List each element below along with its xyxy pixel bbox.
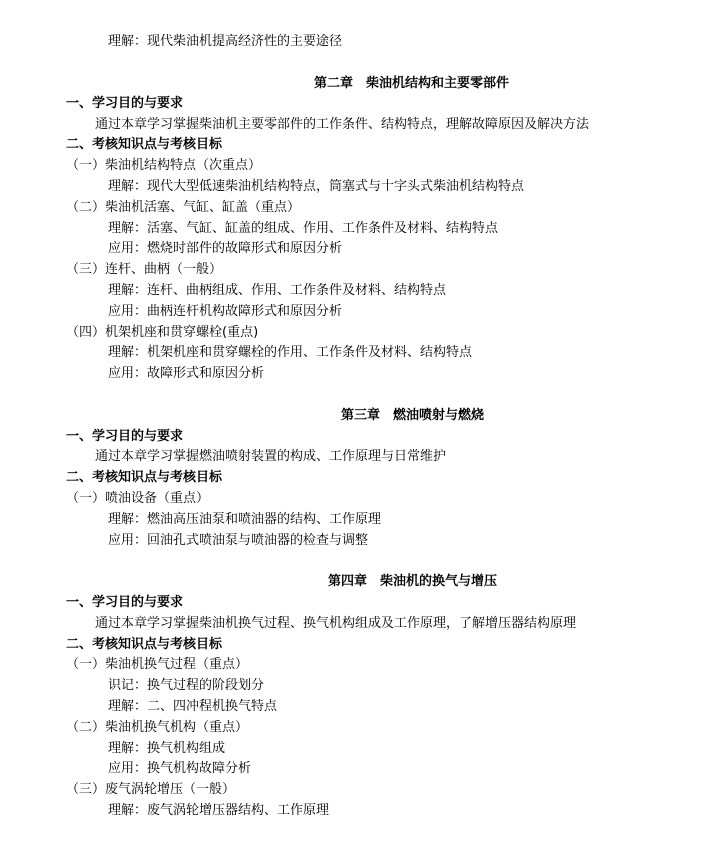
ch4-sub-2: （二）柴油机换气机构（重点） [66, 720, 249, 735]
ch4-heading-exam: 二、考核知识点与考核目标 [66, 637, 223, 652]
ch2-heading-exam: 二、考核知识点与考核目标 [66, 137, 223, 152]
ch4-sub-3-understand: 理解：废气涡轮增压器结构、工作原理 [108, 803, 330, 818]
ch2-sub-1-understand: 理解：现代大型低速柴油机结构特点，筒塞式与十字头式柴油机结构特点 [108, 179, 525, 194]
ch4-sub-2-apply: 应用：换气机构故障分析 [108, 761, 252, 776]
ch2-sub-4-understand: 理解：机架机座和贯穿螺栓的作用、工作条件及材料、结构特点 [108, 345, 473, 360]
ch3-sub-1: （一）喷油设备（重点） [66, 491, 210, 506]
ch2-sub-2-apply: 应用：燃烧时部件的故障形式和原因分析 [108, 241, 343, 256]
ch2-sub-3: （三）连杆、曲柄（一般） [66, 262, 223, 277]
ch2-sub-4: （四）机架机座和贯穿螺栓(重点) [66, 325, 259, 340]
ch2-sub-2: （二）柴油机活塞、气缸、缸盖（重点） [66, 200, 301, 215]
pre-understand-line: 理解：现代柴油机提高经济性的主要途径 [108, 34, 343, 49]
chapter-3-title: 第三章 燃油喷射与燃烧 [341, 408, 485, 423]
ch2-sub-2-understand: 理解：活塞、气缸、缸盖的组成、作用、工作条件及材料、结构特点 [108, 221, 499, 236]
ch2-sub-3-understand: 理解：连杆、曲柄组成、作用、工作条件及材料、结构特点 [108, 283, 447, 298]
ch2-goals-text: 通过本章学习掌握柴油机主要零部件的工作条件、结构特点，理解故障原因及解决方法 [95, 117, 590, 132]
ch4-heading-goals: 一、学习目的与要求 [66, 595, 184, 610]
ch2-sub-1: （一）柴油机结构特点（次重点） [66, 158, 262, 173]
ch4-sub-3: （三）废气涡轮增压（一般） [66, 782, 236, 797]
ch3-sub-1-apply: 应用：回油孔式喷油泵与喷油器的检查与调整 [108, 533, 369, 548]
ch2-sub-4-apply: 应用：故障形式和原因分析 [108, 366, 265, 381]
ch3-heading-goals: 一、学习目的与要求 [66, 429, 184, 444]
chapter-2-title: 第二章 柴油机结构和主要零部件 [314, 76, 510, 91]
ch2-sub-3-apply: 应用：曲柄连杆机构故障形式和原因分析 [108, 304, 343, 319]
ch3-heading-exam: 二、考核知识点与考核目标 [66, 470, 223, 485]
ch2-heading-goals: 一、学习目的与要求 [66, 96, 184, 111]
ch4-goals-text: 通过本章学习掌握柴油机换气过程、换气机构组成及工作原理，了解增压器结构原理 [95, 616, 577, 631]
ch3-goals-text: 通过本章学习掌握燃油喷射装置的构成、工作原理与日常维护 [95, 449, 447, 464]
ch4-sub-1: （一）柴油机换气过程（重点） [66, 657, 249, 672]
ch3-sub-1-understand: 理解：燃油高压油泵和喷油器的结构、工作原理 [108, 512, 382, 527]
ch4-sub-1-understand: 理解：二、四冲程机换气特点 [108, 699, 278, 714]
ch4-sub-1-memorize: 识记：换气过程的阶段划分 [108, 678, 265, 693]
chapter-4-title: 第四章 柴油机的换气与增压 [328, 574, 498, 589]
ch4-sub-2-understand: 理解：换气机构组成 [108, 741, 226, 756]
